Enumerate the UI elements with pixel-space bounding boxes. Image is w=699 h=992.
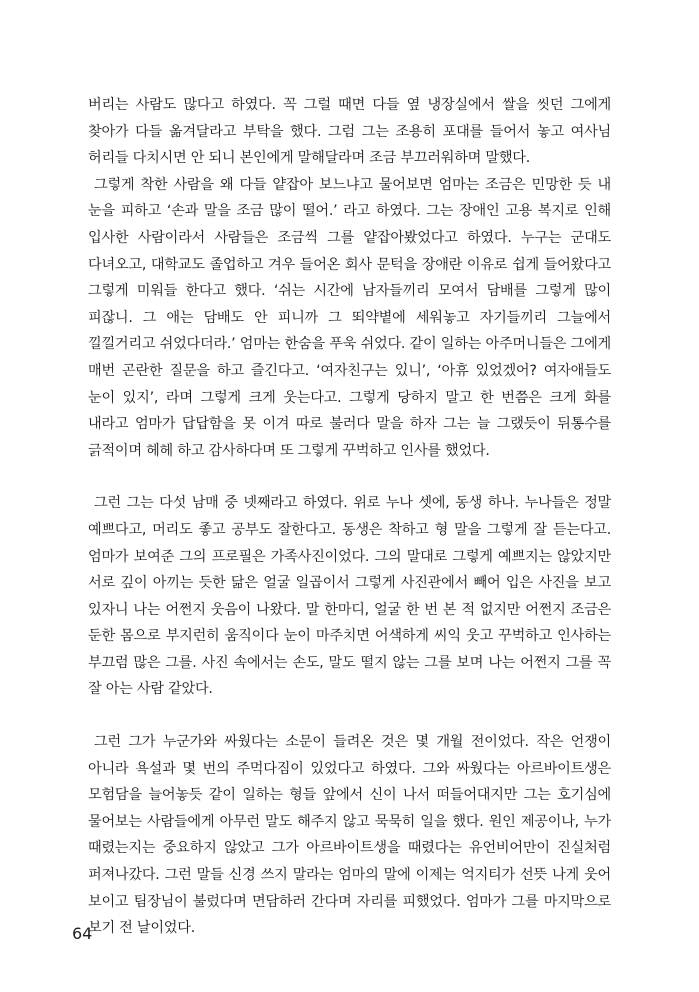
paragraph-2: 그렇게 착한 사람을 왜 다들 얕잡아 보느냐고 물어보면 엄마는 조금은 민망한 듯 내 눈을 피하고 ‘손과 말을 조금 많이 떨어.’ 라고 하였다. 그는 장애인 고용 복지로 인해 입사한 사람이라서 사람들은 조금씩 그를 얕잡아봤었다고 하였다. 누구는 군대도 다녀오고, 대학교도 졸업하고 겨우 들어온 회사 문턱을 장애란 이유로 쉽게 들어왔다고 그렇게 미워들 한다고 했다. ‘쉬는 시간에 남자들끼리 모여서 담배를 그렇게 많이 피잖니. 그 애는 담배도 안 피니까 그 뙤약볕에 세워놓고 자기들끼리 그늘에서 낄낄거리고 쉬었다더라.’ 엄마는 한숨을 푸욱 쉬었다. 같이 일하는 아주머니들은 그에게 매번 곤란한 질문을 하고 즐긴다고. ‘여자친구는 있니’, ‘아휴 있었겠어? 여자애들도 눈이 있지’, 라며 그렇게 크게 웃는다고. 그렇게 당하지 말고 한 번쯤은 크게 화를 내라고 엄마가 답답함을 못 이겨 따로 불러다 말을 하자 그는 늘 그랬듯이 뒤통수를 긁적이며 헤헤 하고 감사하다며 또 그렇게 꾸벅하고 인사를 했었다.: [88, 176, 611, 459]
page-number: 64: [72, 924, 93, 943]
paragraph-1: 버리는 사람도 많다고 하였다. 꼭 그럴 때면 다들 옆 냉장실에서 쌀을 씻던 그에게 찾아가 다들 옮겨달라고 부탁을 했다. 그럼 그는 조용히 포대를 들어서 놓고 여사님 허리들 다치시면 안 되니 본인에게 말해달라며 조금 부끄러워하며 말했다.: [88, 97, 611, 167]
paragraph-4: 그런 그가 누군가와 싸웠다는 소문이 들려온 것은 몇 개월 전이었다. 작은 언쟁이 아니라 욕설과 몇 번의 주먹다짐이 있었다고 하였다. 그와 싸웠다는 아르바이트생은 모험담을 늘어놓듯 같이 일하는 형들 앞에서 신이 나서 떠들어대지만 그는 호기심에 물어보는 사람들에게 아무런 말도 해주지 않고 묵묵히 일을 했다. 원인 제공이나, 누가 때렸는지는 중요하지 않았고 그가 아르바이트생을 때렸다는 유언비어만이 진실처럼 퍼져나갔다. 그런 말들 신경 쓰지 말라는 엄마의 말에 이제는 억지티가 선뜻 나게 웃어 보이고 팀장님이 불렀다며 면담하러 간다며 자리를 피했었다. 엄마가 그를 마지막으로 보기 전 날이었다.: [88, 734, 611, 937]
paragraph-3: 그런 그는 다섯 남매 중 넷째라고 하였다. 위로 누나 셋에, 동생 하나. 누나들은 정말 예쁘다고, 머리도 좋고 공부도 잘한다고. 동생은 착하고 형 말을 그렇게 잘 듣는다고. 엄마가 보여준 그의 프로필은 가족사진이었다. 그의 말대로 그렇게 예쁘지는 않았지만 서로 깊이 아끼는 듯한 닮은 얼굴 일곱이서 그렇게 사진관에서 빼어 입은 사진을 보고 있자니 나는 어쩐지 웃음이 나왔다. 말 한마디, 얼굴 한 번 본 적 없지만 어쩐지 조금은 둔한 몸으로 부지런히 움직이다 눈이 마주치면 어색하게 씨익 웃고 꾸벅하고 인사하는 부끄럼 많은 그를. 사진 속에서는 손도, 말도 떨지 않는 그를 보며 나는 어쩐지 그를 꼭 잘 아는 사람 같았다.: [88, 495, 611, 698]
body-text: [88, 92, 611, 942]
